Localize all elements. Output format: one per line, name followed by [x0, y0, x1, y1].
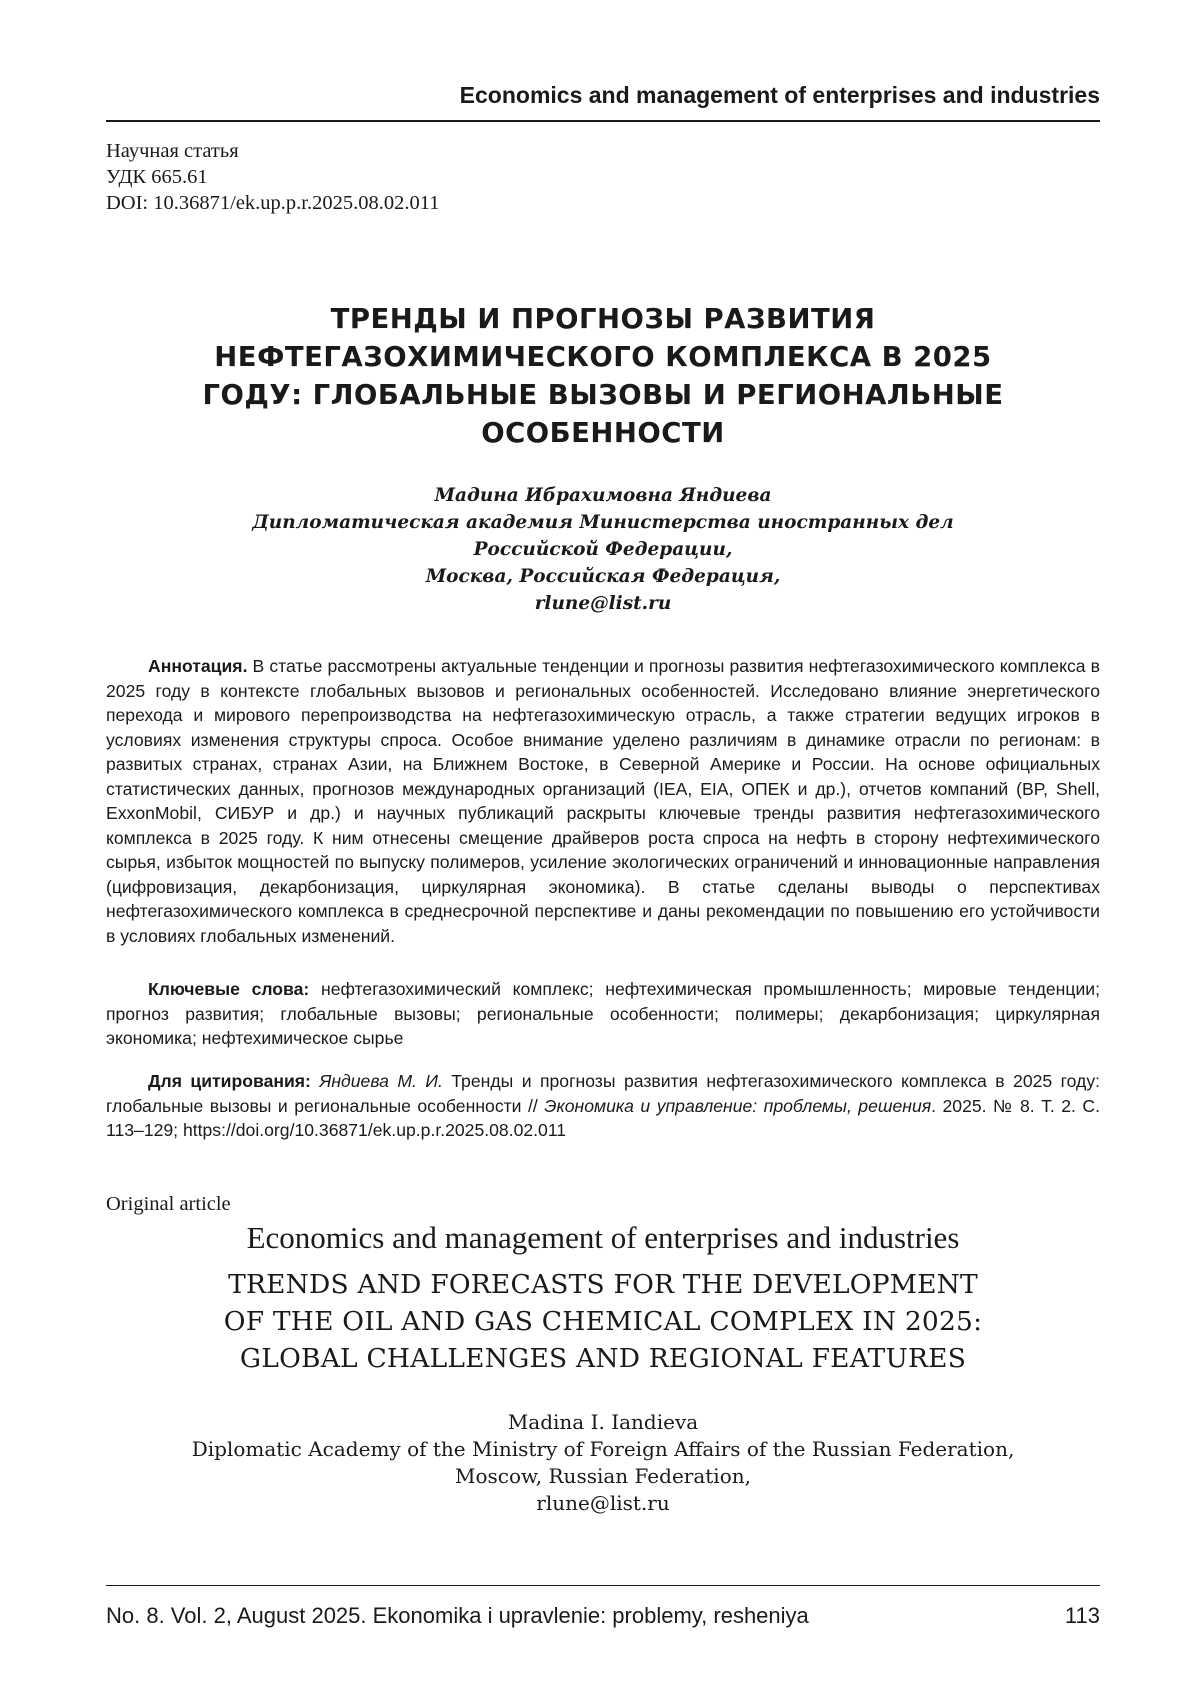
citation — [106, 1069, 1100, 1143]
ru-title-line: ГОДУ: ГЛОБАЛЬНЫЕ ВЫЗОВЫ И РЕГИОНАЛЬНЫЕ — [146, 376, 1060, 414]
ru-title-line: ОСОБЕННОСТИ — [146, 414, 1060, 452]
doi[interactable]: DOI: 10.36871/ek.up.p.r.2025.08.02.011 — [106, 190, 440, 216]
article-type-ru: Научная статья — [106, 138, 440, 164]
journal-page — [106, 0, 1100, 1698]
en-title-line: OF THE OIL AND GAS CHEMICAL COMPLEX IN 2025: — [106, 1303, 1100, 1340]
ru-affiliation-line: Дипломатическая академия Министерства иностранных дел — [106, 509, 1100, 536]
citation-label: Для цитирования: — [148, 1071, 311, 1091]
en-title-line: TRENDS AND FORECASTS FOR THE DEVELOPMENT — [106, 1266, 1100, 1303]
citation-journal: Экономика и управление: проблемы, решения — [544, 1096, 931, 1116]
en-affiliation-line: Diplomatic Academy of the Ministry of Foreign Affairs of the Russian Federation, — [106, 1436, 1100, 1463]
footer-rule — [106, 1585, 1100, 1586]
article-meta — [106, 138, 440, 216]
running-header: Economics and management of enterprises and industries — [106, 82, 1100, 109]
ru-affiliation-line: Москва, Российская Федерация, — [106, 563, 1100, 590]
abstract-label: Аннотация. — [148, 656, 247, 676]
page-number: 113 — [1065, 1603, 1100, 1629]
ru-author-name: Мадина Ибрахимовна Яндиева — [106, 482, 1100, 509]
citation-author: Яндиева М. И. — [319, 1071, 442, 1091]
en-article-title — [106, 1266, 1100, 1377]
udc-code: УДК 665.61 — [106, 164, 440, 190]
en-author-name: Madina I. Iandieva — [106, 1409, 1100, 1436]
en-title-line: GLOBAL CHALLENGES AND REGIONAL FEATURES — [106, 1340, 1100, 1377]
en-section-title: Economics and management of enterprises and industries — [106, 1218, 1100, 1258]
keywords-text: нефтегазохимический комплекс; нефтехимическая промышленность; мировые тенденции; прогноз развития; глобальные вызовы; региональные особенности; полимеры; декарбони­зация; циркулярная экономика; нефтехимическое сырье — [106, 979, 1100, 1048]
ru-affiliation-line: Российской Федерации, — [106, 536, 1100, 563]
citation-text: Тренды и прогнозы развития нефтегазохимического комплекса в 2025 году: глобальные вызовы и региональные особенности // — [106, 1071, 1100, 1116]
ru-author-email[interactable]: rlune@list.ru — [106, 590, 1100, 617]
abstract-text: В статье рассмотрены актуальные тенденции и прогнозы развития нефтегазохими­ческого комплекса в 2025 году в контексте глобальных вызовов и региональных особенностей. Иссле­довано влияние энергетического перехода и мирового перепроизводства на нефтегазохимическую от­расль, а также стратегии ведущих игроков в условиях изменения структуры спроса. Особое внимание уделено различиям в динамике отрасли по регионам: в развитых странах, странах Азии, на Ближнем Востоке, в Северной Америке и России. На основе официальных статистических данных, прогнозов международных организаций (IEA, EIA, ОПЕК и др.), отчетов компаний (BP, Shell, ExxonMobil, СИБУР и др.) и научных публикаций раскрыты ключевые тренды развития нефтегазохимического комплекса в 2025 году. К ним отнесены смещение драйверов роста спроса на нефть в сторону нефтехимического сырья, избыток мощностей по выпуску полимеров, усиление экологических ограничений и инноваци­онные направления (цифровизация, декарбонизация, циркулярная экономика). В статье сделаны вы­воды о перспективах нефтегазохимического комплекса в среднесрочной перспективе и даны рекомен­дации по повышению его устойчивости в условиях глобальных изменений. — [106, 656, 1100, 946]
ru-author-block — [106, 482, 1100, 617]
keywords-label: Ключевые слова: — [148, 979, 309, 999]
ru-title-line: НЕФТЕГАЗОХИМИЧЕСКОГО КОМПЛЕКСА В 2025 — [146, 338, 1060, 376]
ru-title-line: ТРЕНДЫ И ПРОГНОЗЫ РАЗВИТИЯ — [146, 300, 1060, 338]
en-affiliation-line: Moscow, Russian Federation, — [106, 1463, 1100, 1490]
keywords — [106, 977, 1100, 1051]
citation-details[interactable]: . 2025. № 8. Т. 2. С. 113–129; https://doi.org/10.36871/ek.up.p.r.2025.08.02.011 — [106, 1096, 1100, 1141]
en-author-block — [106, 1409, 1100, 1517]
en-author-email[interactable]: rlune@list.ru — [106, 1490, 1100, 1517]
ru-article-title — [146, 300, 1060, 452]
header-rule — [106, 120, 1100, 122]
abstract — [106, 654, 1100, 948]
footer-issue-info: No. 8. Vol. 2, August 2025. Ekonomika i upravlenie: problemy, resheniya — [106, 1603, 809, 1629]
article-type-en: Original article — [106, 1193, 231, 1216]
